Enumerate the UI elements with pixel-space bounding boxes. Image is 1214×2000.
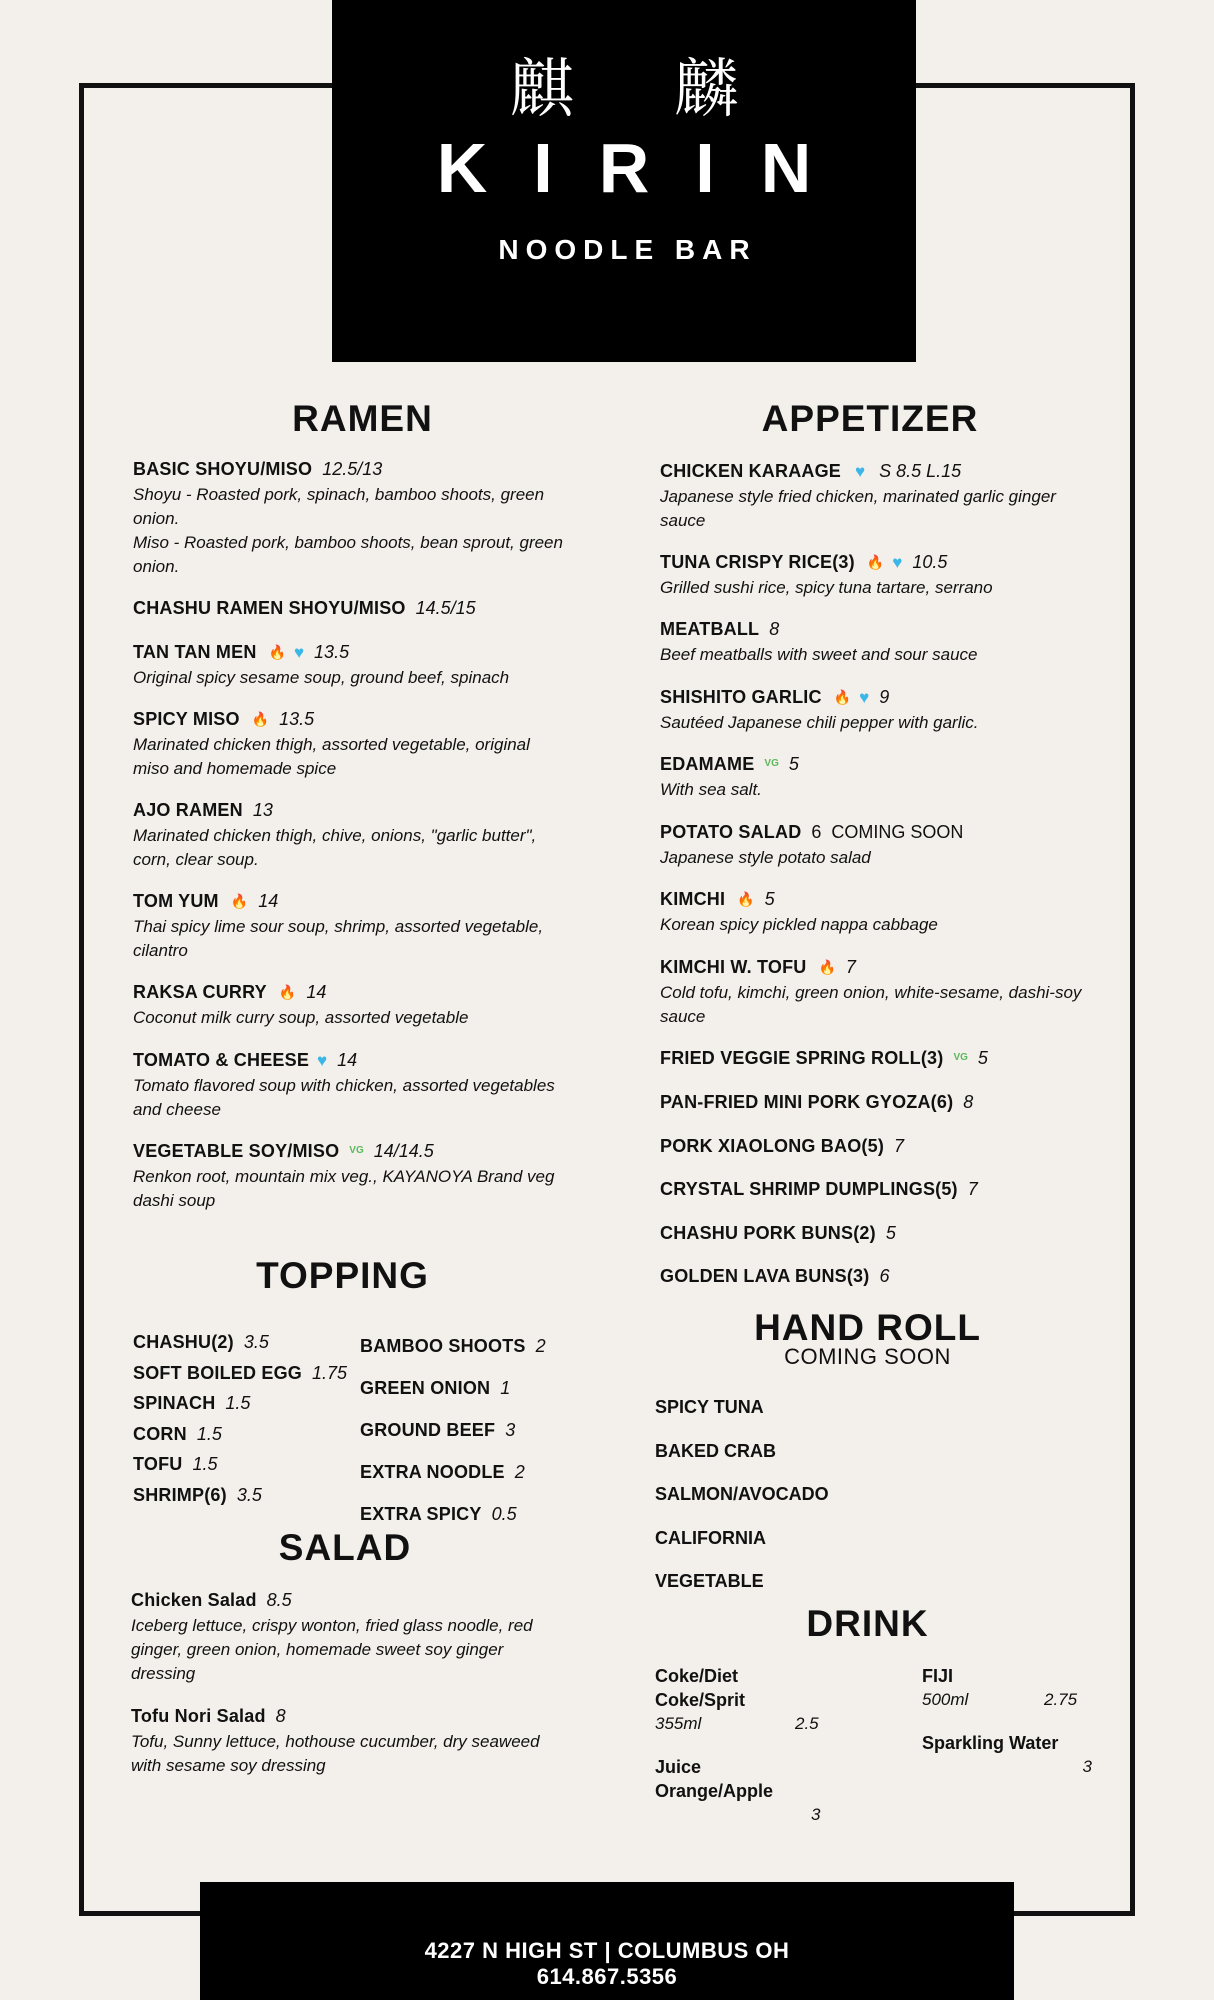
item-price: 14 xyxy=(337,1050,358,1070)
item-price: 5 xyxy=(764,889,775,909)
list-item: EXTRA NOODLE 2 xyxy=(360,1462,525,1482)
drink-sparkling xyxy=(922,1731,1092,1779)
item-description: Tomato flavored soup with chicken, assorted vegetables and cheese xyxy=(133,1076,555,1119)
brand-subtitle: NOODLE BAR xyxy=(498,234,757,265)
item-price: 8.5 xyxy=(266,1590,292,1610)
list-item: SALMON/AVOCADO xyxy=(655,1484,829,1504)
item-name: CRYSTAL SHRIMP DUMPLINGS(5) xyxy=(660,1179,958,1199)
item-price: 5 xyxy=(977,1048,988,1068)
topping-list-right xyxy=(360,1326,570,1536)
list-item: EXTRA SPICY 0.5 xyxy=(360,1504,517,1524)
item-name: EDAMAME xyxy=(660,754,755,774)
item-price: 9 xyxy=(879,687,890,707)
menu-item xyxy=(131,1588,571,1686)
item-name: AJO RAMEN xyxy=(133,800,243,820)
heart-icon: ♥ xyxy=(293,643,305,662)
item-description: Japanese style potato salad xyxy=(660,848,871,867)
handroll-subtitle: COMING SOON xyxy=(784,1344,951,1369)
item-description: Beef meatballs with sweet and sour sauce xyxy=(660,645,978,664)
drink-name: Orange/Apple xyxy=(655,1781,774,1801)
item-name: SPICY MISO xyxy=(133,709,240,729)
drink-price: 3 xyxy=(811,1805,821,1824)
item-price: 14/14.5 xyxy=(373,1141,434,1161)
spicy-icon: 🔥 xyxy=(278,984,297,1000)
item-description: Sautéed Japanese chili pepper with garlic. xyxy=(660,713,979,732)
item-name: POTATO SALAD xyxy=(660,822,802,842)
item-price: 12.5/13 xyxy=(322,459,383,479)
heart-icon: ♥ xyxy=(859,688,870,707)
menu-item xyxy=(660,887,1100,937)
list-item: VEGETABLE xyxy=(655,1571,764,1591)
item-description: Grilled sushi rice, spicy tuna tartare, serrano xyxy=(660,578,993,597)
drink-fiji xyxy=(922,1664,1092,1712)
menu-item xyxy=(660,820,1100,870)
drink-name: Coke/Diet xyxy=(655,1666,739,1686)
item-name: PAN-FRIED MINI PORK GYOZA(6) xyxy=(660,1092,954,1112)
menu-item xyxy=(133,889,563,963)
item-description: Miso - Roasted pork, bamboo shoots, bean sprout, green onion. xyxy=(133,533,563,576)
spicy-icon: 🔥 xyxy=(833,689,852,705)
coming-soon-note: COMING SOON xyxy=(831,822,964,842)
item-price: 7 xyxy=(967,1179,978,1199)
heart-icon: ♥ xyxy=(855,462,866,481)
menu-item xyxy=(131,1704,571,1778)
drink-name: Sparkling Water xyxy=(922,1733,1059,1753)
header-logo-box xyxy=(332,0,916,362)
menu-item xyxy=(133,980,563,1030)
spicy-icon: 🔥 xyxy=(818,959,836,975)
item-description: Original spicy sesame soup, ground beef, spinach xyxy=(133,668,510,687)
spicy-icon: 🔥 xyxy=(737,891,755,907)
item-name: CHASHU PORK BUNS(2) xyxy=(660,1223,876,1243)
topping-list-left xyxy=(133,1328,363,1511)
list-item: SOFT BOILED EGG 1.75 xyxy=(133,1362,348,1383)
menu-item xyxy=(660,617,1100,667)
list-item: GREEN ONION 1 xyxy=(360,1378,511,1398)
menu-item xyxy=(660,752,1100,802)
footer-contact xyxy=(200,1882,1014,2000)
heart-icon: ♥ xyxy=(317,1051,328,1070)
list-item: SPINACH 1.5 xyxy=(133,1393,251,1413)
item-name: MEATBALL xyxy=(660,619,760,639)
drink-juice xyxy=(655,1755,855,1827)
drink-title: DRINK xyxy=(806,1603,929,1644)
item-price: 13.5 xyxy=(279,709,315,729)
item-name: Tofu Nori Salad xyxy=(131,1706,266,1726)
list-item: CHASHU(2) 3.5 xyxy=(133,1332,269,1352)
spicy-icon: 🔥 xyxy=(268,644,286,660)
item-description: Japanese style fried chicken, marinated garlic ginger sauce xyxy=(660,487,1056,530)
item-name: PORK XIAOLONG BAO(5) xyxy=(660,1136,885,1156)
list-item: BAMBOO SHOOTS 2 xyxy=(360,1336,546,1356)
menu-item xyxy=(660,459,1100,533)
item-price: 7 xyxy=(845,957,856,977)
drink-name: Coke/Sprit xyxy=(655,1690,746,1710)
vegan-icon: VG xyxy=(764,758,779,769)
item-name: KIMCHI W. TOFU xyxy=(660,957,807,977)
item-description: Shoyu - Roasted pork, spinach, bamboo shoots, green onion. xyxy=(133,485,545,528)
menu-item xyxy=(660,1046,1100,1072)
drink-coke xyxy=(655,1664,835,1736)
address: 4227 N HIGH ST | COLUMBUS OH xyxy=(424,1938,790,1963)
drink-name: FIJI xyxy=(922,1666,954,1686)
item-description: Coconut milk curry soup, assorted vegetable xyxy=(133,1008,469,1027)
list-item: SPICY TUNA xyxy=(655,1397,764,1417)
item-name: RAKSA CURRY xyxy=(133,982,267,1002)
kanji-logo: 麒 麟 xyxy=(509,53,779,127)
item-name: KIMCHI xyxy=(660,889,726,909)
spicy-icon: 🔥 xyxy=(251,711,270,727)
list-item: CORN 1.5 xyxy=(133,1423,222,1444)
item-name: FRIED VEGGIE SPRING ROLL(3) xyxy=(660,1048,944,1068)
drink-name: Juice xyxy=(655,1757,702,1777)
drink-price: 2.5 xyxy=(795,1714,819,1733)
menu-item xyxy=(660,1177,1100,1203)
menu-item xyxy=(660,1090,1100,1116)
handroll-title: HAND ROLL xyxy=(754,1307,981,1348)
item-description: Cold tofu, kimchi, green onion, white-sesame, dashi-soy sauce xyxy=(660,983,1082,1026)
item-name: Chicken Salad xyxy=(131,1590,257,1610)
item-description: With sea salt. xyxy=(660,780,762,799)
menu-item xyxy=(660,685,1100,735)
list-item: GROUND BEEF 3 xyxy=(360,1420,516,1440)
list-item: CALIFORNIA xyxy=(655,1527,766,1548)
spicy-icon: 🔥 xyxy=(230,893,249,909)
item-name: TAN TAN MEN xyxy=(133,642,257,662)
item-description: Renkon root, mountain mix veg., KAYANOYA Brand veg dashi soup xyxy=(133,1167,555,1210)
menu-item xyxy=(133,457,563,579)
drink-size: 355ml xyxy=(655,1714,702,1733)
item-price: 6 xyxy=(811,822,822,842)
item-name: GOLDEN LAVA BUNS(3) xyxy=(660,1266,870,1286)
menu-item xyxy=(133,1048,563,1122)
menu-item xyxy=(133,798,563,872)
item-price: 13.5 xyxy=(314,642,350,662)
item-name: CHICKEN KARAAGE xyxy=(660,461,842,481)
item-price: 8 xyxy=(769,619,780,639)
menu-item xyxy=(133,640,563,690)
brand-name: KIRIN xyxy=(436,129,858,207)
item-price: 13 xyxy=(252,800,273,820)
item-price: 5 xyxy=(885,1223,896,1243)
item-description: Marinated chicken thigh, chive, onions, "garlic butter", corn, clear soup. xyxy=(133,826,537,869)
item-name: VEGETABLE SOY/MISO xyxy=(133,1141,340,1161)
item-price: 14 xyxy=(258,891,279,911)
ramen-title: RAMEN xyxy=(292,398,433,439)
appetizer-title: APPETIZER xyxy=(761,398,979,439)
item-price: 14.5/15 xyxy=(415,598,476,618)
handroll-list xyxy=(655,1386,955,1604)
item-description: Tofu, Sunny lettuce, hothouse cucumber, dry seaweed with sesame soy dressing xyxy=(131,1732,540,1775)
item-price: 10.5 xyxy=(912,552,948,572)
heart-icon: ♥ xyxy=(892,553,903,572)
item-price: 7 xyxy=(894,1136,905,1156)
item-description: Marinated chicken thigh, assorted vegetable, original miso and homemade spice xyxy=(133,735,530,778)
menu-item xyxy=(660,1264,1100,1290)
menu-item xyxy=(660,955,1100,1029)
item-price: 14 xyxy=(306,982,327,1002)
drink-price: 3 xyxy=(1082,1757,1092,1776)
topping-title: TOPPING xyxy=(256,1255,429,1296)
item-name: CHASHU RAMEN SHOYU/MISO xyxy=(133,598,406,618)
item-price: 6 xyxy=(879,1266,890,1286)
drink-price: 2.75 xyxy=(1044,1690,1078,1709)
menu-item xyxy=(133,1139,563,1213)
list-item: TOFU 1.5 xyxy=(133,1454,218,1474)
vegan-icon: VG xyxy=(349,1145,364,1156)
item-name: TUNA CRISPY RICE(3) xyxy=(660,552,855,572)
item-price: 8 xyxy=(275,1706,286,1726)
item-name: BASIC SHOYU/MISO xyxy=(133,459,313,479)
menu-item xyxy=(660,1221,1100,1247)
menu-item xyxy=(133,707,563,781)
item-name: SHISHITO GARLIC xyxy=(660,687,822,707)
list-item: BAKED CRAB xyxy=(655,1440,776,1461)
item-price: 5 xyxy=(788,754,799,774)
item-price: S 8.5 L.15 xyxy=(879,461,962,481)
item-price: 8 xyxy=(963,1092,974,1112)
item-description: Iceberg lettuce, crispy wonton, fried glass noodle, red ginger, green onion, homemade sweet soy ginger dressing xyxy=(131,1616,533,1683)
item-description: Korean spicy pickled nappa cabbage xyxy=(660,915,938,934)
vegan-icon: VG xyxy=(953,1052,968,1063)
drink-size: 500ml xyxy=(922,1690,969,1709)
menu-item xyxy=(660,1134,1100,1160)
menu-item xyxy=(133,596,563,622)
item-name: TOMATO & CHEESE xyxy=(133,1050,310,1070)
list-item: SHRIMP(6) 3.5 xyxy=(133,1484,262,1505)
phone: 614.867.5356 xyxy=(536,1964,678,1989)
menu-item xyxy=(660,550,1100,600)
spicy-icon: 🔥 xyxy=(866,554,885,570)
salad-title: SALAD xyxy=(278,1527,412,1568)
item-name: TOM YUM xyxy=(133,891,219,911)
item-description: Thai spicy lime sour soup, shrimp, assorted vegetable, cilantro xyxy=(133,917,544,960)
